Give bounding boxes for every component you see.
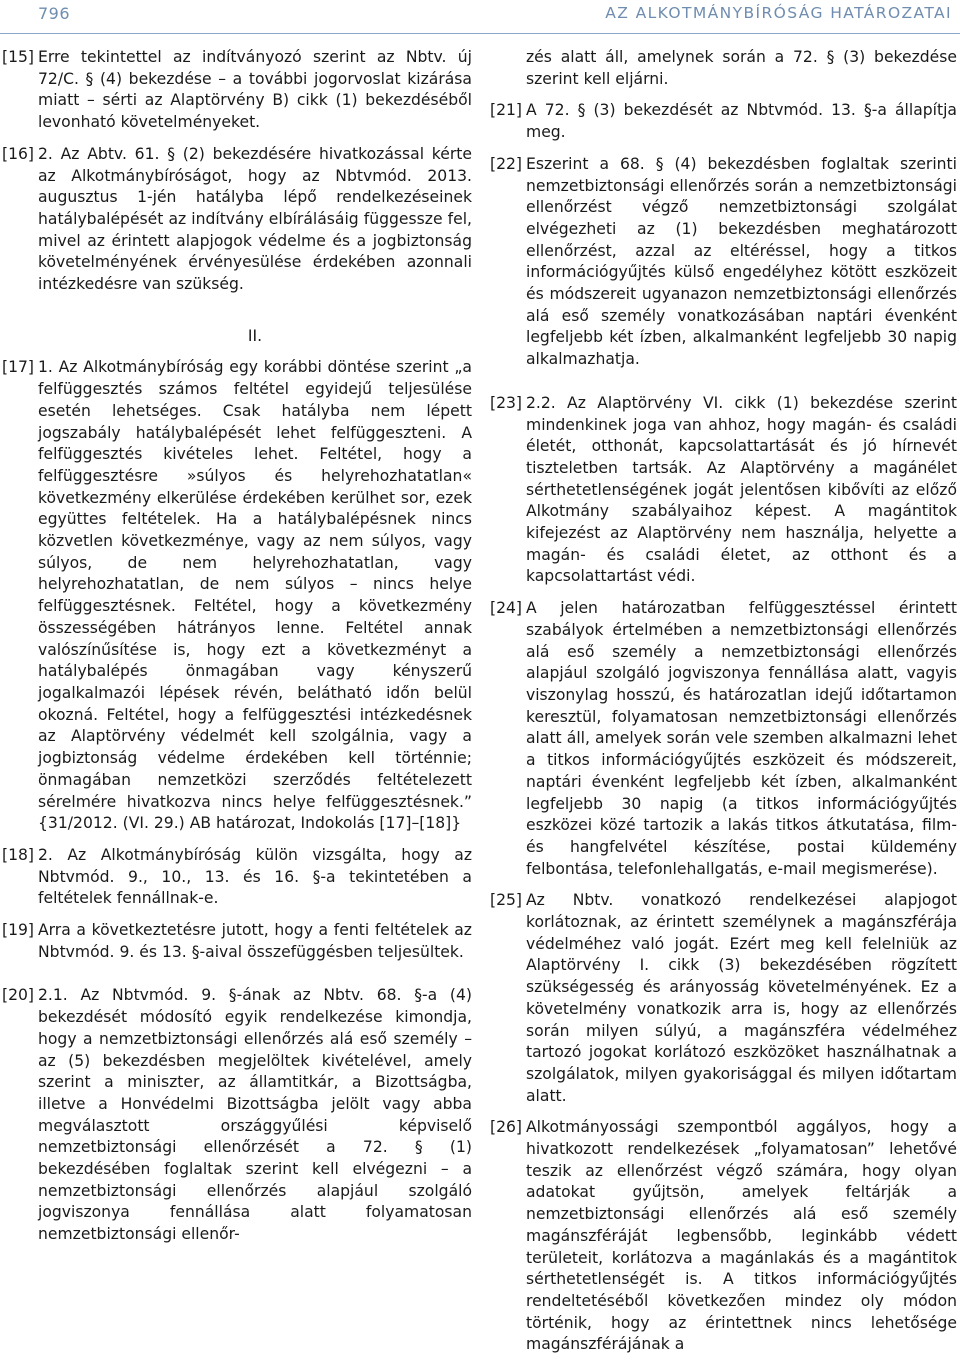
paragraph-19 — [2, 920, 472, 963]
paragraph-22 — [490, 154, 957, 371]
paragraph-20 — [2, 985, 472, 1245]
paragraph-number: [20] — [2, 986, 35, 1005]
page-header — [0, 0, 960, 34]
page-number: 796 — [38, 4, 71, 23]
paragraph-number: [23] — [490, 393, 523, 412]
paragraph-25 — [490, 890, 957, 1107]
paragraph-text: 2.2. Az Alaptörvény VI. cikk (1) bekezdése szerint mindenkinek joga van ahhoz, hogy magán- és családi életét, otthonát, kapcsolattartását és jó hírnevét tiszteletben tartsák. Az Alaptörvény a magánélet sérthetetlenségének jogát jelentősen kibővíti az előző Alkotmány szabályaihoz képest. A magántitok kifejezést az Alaptörvény nem használja, helyette a magán- és családi életet, az otthont és a kapcsolattartást védi. — [526, 393, 957, 586]
paragraph-16 — [2, 144, 472, 296]
paragraph-number: [16] — [2, 144, 35, 163]
left-column — [2, 47, 472, 1256]
paragraph-number: [26] — [490, 1118, 523, 1137]
paragraph-24 — [490, 598, 957, 880]
paragraph-text: 2. Az Abtv. 61. § (2) bekezdésére hivatkozással kérte az Alkotmánybíróságot, hogy az Nbtvmód. 2013. augusztus 1-jén hatályba lépő rendelkezéseinek hatálybalépését az indítvány elbírálásáig függessze fel, mivel az érintett alapjogok védelme és a jogbiztonság követelményének érvényesülése érdekében azonnali intézkedésre van szükség. — [38, 144, 472, 294]
paragraph-number: [18] — [2, 845, 35, 864]
paragraph-text: Eszerint a 68. § (4) bekezdésben foglaltak szerinti nemzetbiztonsági ellenőrzés során a nemzetbiztonsági ellenőrzést végző nemzetbiztonsági szolgálat elvégezheti az (1) bekezdésben meghatározott ellenőrzést, azzal az eltéréssel, hogy a titkos információgyűjtés külső engedélyhez kötött eszközeit és módszereit ugyanazon nemzetbiztonsági ellenőrzés alá eső személy vonatkozásában naptári évenként legfeljebb két ízben, alkalmanként legfeljebb 30 napig alkalmazhatja. — [526, 154, 957, 369]
paragraph-text: Erre tekintettel az indítványozó szerint az Nbtv. új 72/C. § (4) bekezdése – a további jogorvoslat kizárása miatt – sérti az Alaptörvény B) cikk (1) bekezdéséből levonható követelményeket. — [38, 48, 472, 132]
paragraph-26 — [490, 1117, 957, 1356]
paragraph-17 — [2, 357, 472, 834]
paragraph-text: A jelen határozatban felfüggesztéssel érintett szabályok értelmében a nemzetbiztonsági ellenőrzés alá eső személy a nemzetbiztonsági ellenőrzés alapjául szolgáló jogviszonya fennállása alatt, vagyis viszonylag hosszú, és határozatlan idejű időtartamon keresztül, folyamatosan nemzetbiztonsági ellenőrzés alatt áll, amelyek során vele szemben alkalmazni lehet a titkos információgyűjtés eszközeit és módszereit, naptári évenként legfeljebb két ízben, alkalmanként legfeljebb 30 napig (a titkos információgyűjtés eszközei közé tartozik a lakás titkos átkutatása, film- és hangfelvétel készítése, postai küldemény felbontása, telefonlehallgatás, e-mail megismerése). — [526, 599, 957, 878]
paragraph-15 — [2, 47, 472, 134]
paragraph-text: 2.1. Az Nbtvmód. 9. §-ának az Nbtv. 68. §-a (4) bekezdését módosító egyik rendelkezése kimondja, hogy a nemzetbiztonsági ellenőrzés alá eső személy – az (5) bekezdésben megjelöltek kivételével, amely szerint a miniszter, az államtitkár, a Bizottságba, illetve a Honvédelmi Bizottságba jelölt vagy abba megválasztott országgyűlési képviselő nemzetbiztonsági ellenőrzését a 72. § (1) bekezdésében foglaltak szerint kell elvégezni – a nemzetbiztonsági ellenőrzés alapjául szolgáló jogviszonya fennállása alatt folyamatosan nemzetbiztonsági ellenőr- — [38, 986, 472, 1244]
paragraph-number: [15] — [2, 48, 35, 66]
paragraph-20-continued: zés alatt áll, amelynek során a 72. § (3) bekezdése szerint kell eljárni. — [526, 48, 957, 88]
paragraph-number: [19] — [2, 921, 35, 940]
header-rule — [0, 33, 960, 34]
paragraph-number: [22] — [490, 154, 523, 173]
paragraph-text: Az Nbtv. vonatkozó rendelkezései alapjogot korlátoznak, az érintett személynek a magánszférája védelméhez való jogát. Ezért meg kell felelniük az Alaptörvény I. cikk (3) bekezdésében rögzített szükségesség és arányosság követelményének. Ez a követelmény vonatkozik arra is, hogy az ellenőrzés során milyen súlyú, a magánszféra védelméhez tartozó jogokat korlátozó eszközöket használhatnak a szolgálatok, milyen gyakorisággal és milyen időtartam alatt. — [526, 891, 957, 1105]
paragraph-text: 2. Az Alkotmánybíróság külön vizsgálta, hogy az Nbtvmód. 9., 10., 13. és 16. §-a tekintetében a feltételek fennállnak-e. — [38, 845, 472, 908]
section-heading: II. — [247, 326, 263, 345]
paragraph-18 — [2, 845, 472, 910]
running-head: AZ ALKOTMÁNYBÍRÓSÁG HATÁROZATAI — [605, 4, 952, 22]
paragraph-number: [25] — [490, 891, 523, 910]
paragraph-text: 1. Az Alkotmánybíróság egy korábbi döntése szerint „a felfüggesztés számos feltétel egyidejű teljesülése esetén lehetséges. Csak hatályba nem lépett jogszabály hatálybalépését lehet felfüggeszteni. A felfüggesztés kivételes lehet. Feltétel, hogy a felfüggesztésre »súlyos és helyrehozhatatlan« következmény elkerülése érdekében kerülhet sor, ezek együttes feltételek. Ha a hatálybalépésnek nincs közvetlen következménye, vagy az nem súlyos, vagy súlyos, de nem helyrehozhatatlan, vagy helyrehozhatatlan, de nem súlyos – nincs helye felfüggesztésnek. Feltétel, hogy a következmény összességében hátrányos lenne. Feltétel annak valószínűsítése is, hogy ezt a következményt a hatálybalépés önmagában vagy kényszerű jogalkalmazói lépések révén, belátható időn belül okozná. Feltétel, hogy a felfüggesztési intézkedésnek az Alaptörvény védelmét kell szolgálnia, vagy a jogbiztonság védelme érdekében kell történnie; önmagában nemzetközi szerződés feltételezett sérelmére hivatkozva nincs helye felfüggesztésnek.” {31/2012. (VI. 29.) AB határozat, Indokolás [17]–[18]} — [38, 358, 472, 833]
paragraph-number: [24] — [490, 599, 523, 618]
paragraph-21 — [490, 100, 957, 143]
paragraph-text: A 72. § (3) bekezdését az Nbtvmód. 13. §-a állapítja meg. — [526, 101, 957, 142]
paragraph-text: Arra a következtetésre jutott, hogy a fenti feltételek az Nbtvmód. 9. és 13. §-aival összefüggésben teljesültek. — [38, 921, 472, 961]
paragraph-23 — [490, 393, 957, 588]
right-column — [490, 47, 957, 1366]
paragraph-number: [17] — [2, 358, 35, 377]
paragraph-text: Alkotmányossági szempontból aggályos, hogy a hivatkozott rendelkezések „folyamatosan” lehetővé teszik az ellenőrzést végző számára, hogy olyan adatokat gyűjtsön, amelyek feltárják a nemzetbiztonsági ellenőrzés alá eső személy magánszféráját legbensőbb, leginkább védett területeit, korlátozva a magánlakás és a magántitok sérthetetlenségét is. A titkos információgyűjtés rendeltetéséből következően mindez oly módon történik, hogy az érintettnek nincs lehetősége magánszférájának a — [526, 1118, 957, 1354]
paragraph-number: [21] — [490, 101, 523, 120]
